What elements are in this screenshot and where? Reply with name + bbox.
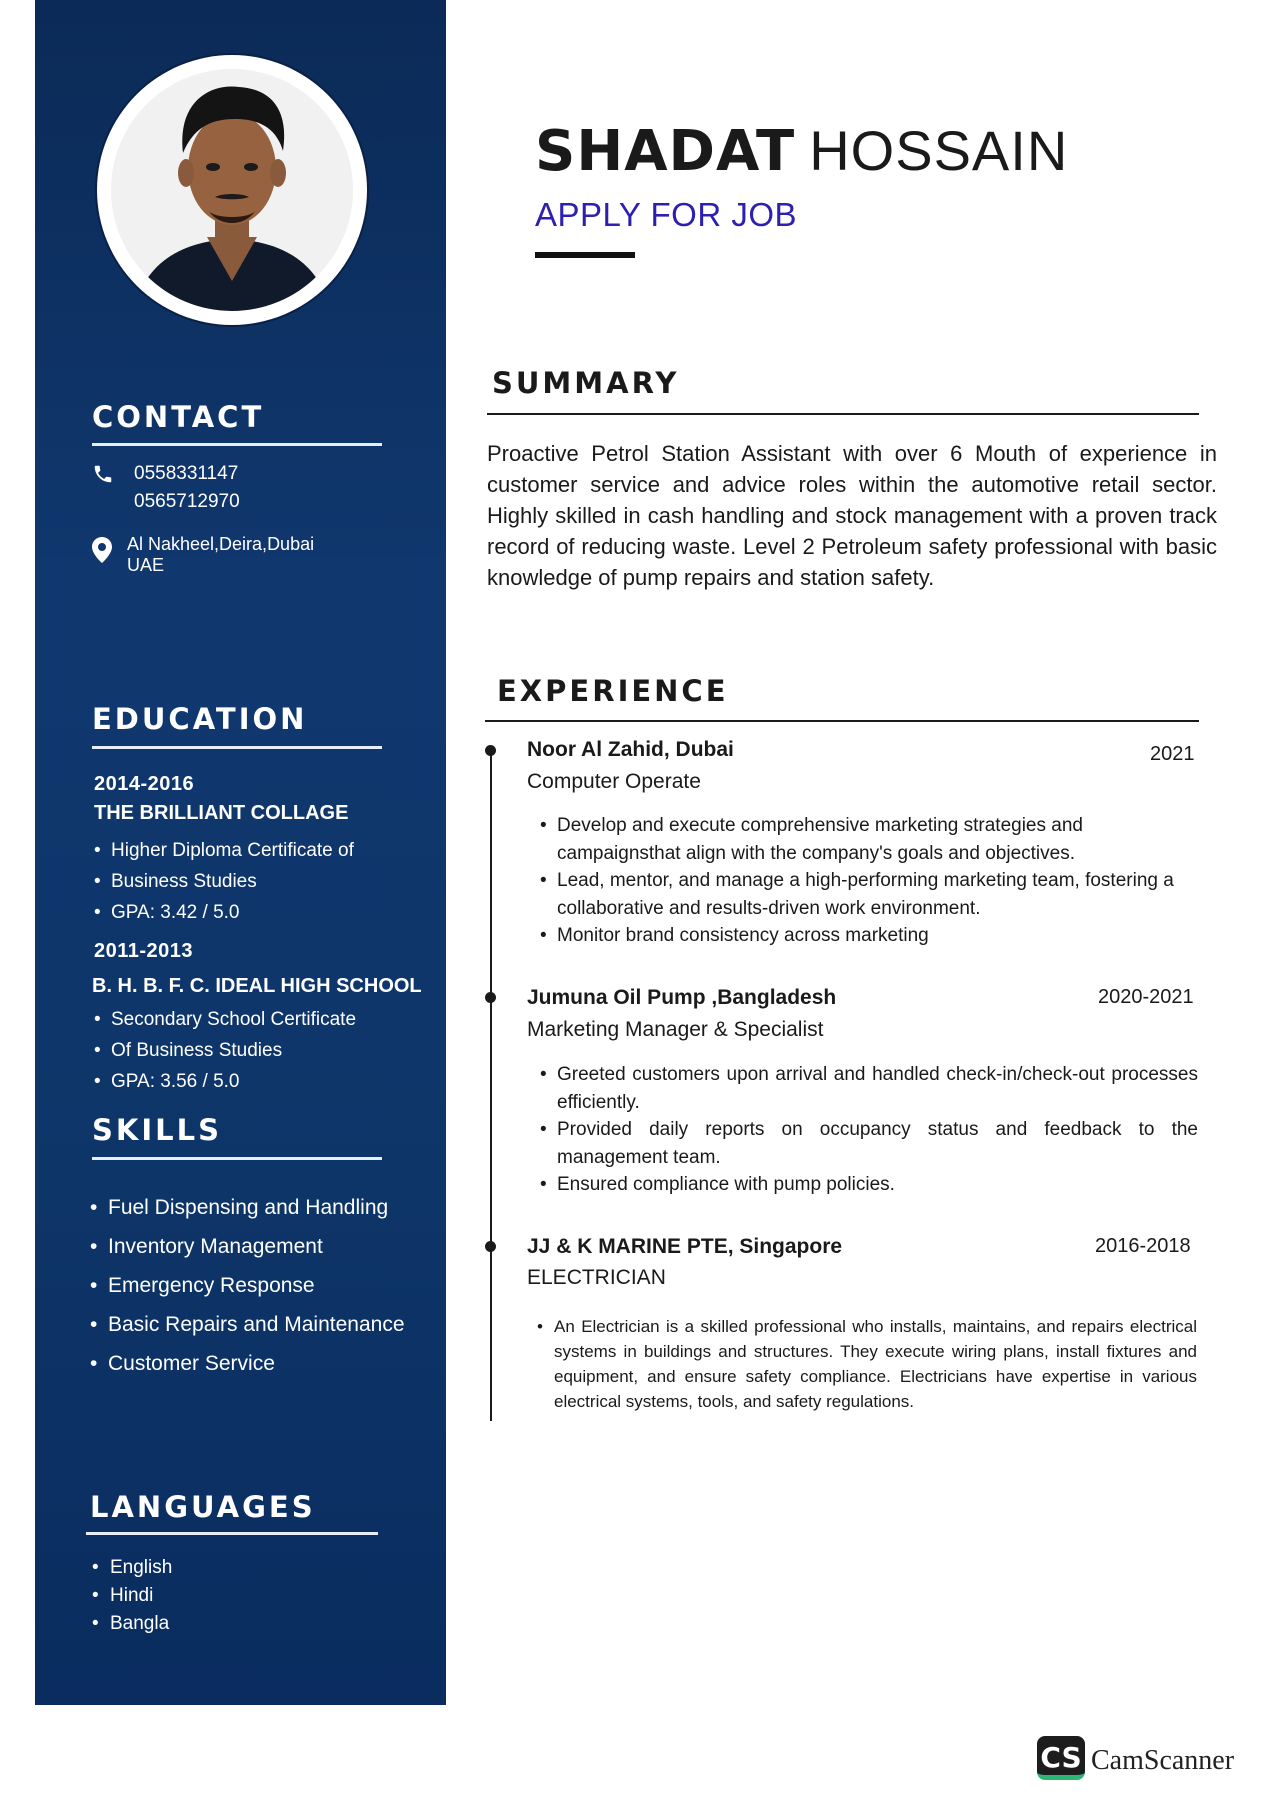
job-1-duty-text: • Monitor brand consistency across marketing: [557, 925, 929, 946]
skill-item-text: Emergency Response: [108, 1274, 315, 1297]
job-2-duty: [540, 1116, 1198, 1172]
education-heading: EDUCATION: [92, 702, 308, 736]
last-name: HOSSAIN: [809, 119, 1069, 182]
education-years-2: 2011-2013: [94, 940, 194, 962]
job-company-2: Jumuna Oil Pump ,Bangladesh: [527, 986, 837, 1009]
skill-item-text: Customer Service: [108, 1352, 275, 1375]
education-2-bullet-2-text: GPA: 3.56 / 5.0: [111, 1071, 240, 1092]
summary-text: Proactive Petrol Station Assistant with over 6 Mouth of experience in customer service and advice roles within the automotive retail sector. Highly skilled in cash handling and stock management with a proven track record of reducing waste. Level 2 Petroleum safety professional with basic knowledge of pump repairs and station safety.: [487, 441, 1217, 590]
skill-item-text: Basic Repairs and Maintenance: [108, 1313, 405, 1336]
education-years-1: 2014-2016: [94, 773, 195, 795]
language-item-text: English: [110, 1557, 173, 1578]
job-3-duty: [537, 1314, 1197, 1414]
skills-rule: [92, 1157, 382, 1160]
education-2-bullet-1-cont-text: Of Business Studies: [111, 1040, 283, 1061]
profile-photo-frame: [97, 55, 367, 325]
job-2-duty: [540, 1061, 1198, 1117]
contact-heading: CONTACT: [92, 400, 265, 434]
timeline-dot: [485, 745, 496, 756]
job-1-duty-text: • Develop and execute comprehensive marketing strategies and campaignsthat align with the company's goals and objectives.: [557, 815, 1083, 864]
sidebar: CONTACT 0558331147 0565712970 Al Nakheel,Deira,Dubai UAE EDUCATION 2014-2016 THE BRILLIANT COLLAGE Higher Diploma Certificate of Business Studies GPA: 3.42 / 5.0 2011-2013 B. H. B. F. C. IDEAL HIGH SCHOOL Secondary School Certificate Of Business Studies GPA: 3.56 / 5.0 SKILLS • Fuel Dispensing and Handling • Inventory Management • Emergency Response • Basic Repairs and Maintenance • Customer Service LANGUAGES • English • Hindi • Bangla: [35, 0, 446, 1705]
title-underline: [535, 252, 635, 258]
address-line-1: Al Nakheel,Deira,Dubai: [127, 534, 315, 554]
education-1-bullet-1-text: Higher Diploma Certificate of: [111, 840, 354, 861]
education-rule: [92, 746, 382, 749]
education-1-bullet-1-cont-text: Business Studies: [111, 871, 257, 892]
education-school-1: THE BRILLIANT COLLAGE: [94, 802, 349, 824]
applicant-name: [535, 118, 1068, 184]
job-years-2: 2020-2021: [1098, 986, 1194, 1008]
job-1-duty: [540, 812, 1198, 868]
education-school-2: B. H. B. F. C. IDEAL HIGH SCHOOL: [92, 975, 422, 997]
job-role-1: Computer Operate: [527, 770, 701, 793]
language-item-text: Hindi: [110, 1585, 154, 1606]
skill-item-text: Inventory Management: [108, 1235, 323, 1258]
phone-icon: [92, 463, 114, 487]
job-role-2: Marketing Manager & Specialist: [527, 1018, 824, 1041]
job-2-duty-text: • Provided daily reports on occupancy status and feedback to the management team.: [557, 1119, 1198, 1168]
experience-timeline: [490, 749, 492, 1421]
job-2-duty: [540, 1171, 1198, 1199]
job-1-duty: [540, 867, 1198, 923]
job-role-3: ELECTRICIAN: [527, 1266, 666, 1289]
job-years-1: 2021: [1150, 743, 1195, 765]
language-item-text: Bangla: [110, 1613, 170, 1634]
job-subtitle: APPLY FOR JOB: [535, 196, 798, 233]
job-1-duty: [540, 922, 1198, 950]
job-2-duty-text: • Greeted customers upon arrival and handled check-in/check-out processes efficiently.: [557, 1064, 1198, 1113]
camscanner-logo: CS: [1037, 1736, 1085, 1780]
profile-photo: [111, 69, 353, 311]
skills-heading: SKILLS: [92, 1113, 222, 1147]
job-company-1: Noor Al Zahid, Dubai: [527, 738, 734, 761]
languages-rule: [86, 1532, 378, 1535]
location-pin-icon: [92, 537, 114, 561]
education-2-bullet-1-text: Secondary School Certificate: [111, 1009, 357, 1030]
camscanner-watermark: CamScanner: [1091, 1745, 1235, 1776]
phone-number-2: 0565712970: [134, 491, 240, 512]
profile-photo-image: [111, 69, 353, 311]
summary-rule: [487, 413, 1199, 415]
skill-item-text: Fuel Dispensing and Handling: [108, 1196, 389, 1219]
job-2-duty-text: • Ensured compliance with pump policies.: [557, 1174, 895, 1195]
address-line-2: UAE: [127, 555, 165, 575]
experience-heading: EXPERIENCE: [497, 674, 729, 708]
experience-rule: [485, 720, 1199, 722]
contact-rule: [92, 443, 382, 446]
education-1-bullet-2-text: GPA: 3.42 / 5.0: [111, 902, 240, 923]
job-1-duty-text: • Lead, mentor, and manage a high-performing marketing team, fostering a collaborative and results-driven work environment.: [557, 870, 1174, 919]
phone-number-1: 0558331147: [134, 463, 239, 484]
timeline-dot: [485, 992, 496, 1003]
timeline-dot: [485, 1241, 496, 1252]
job-3-duty-text: • An Electrician is a skilled professional who installs, maintains, and repairs electrical systems in buildings and structures. They execute wiring plans, install fixtures and equipment, and ensure safety compliance. Electricians have expertise in various electrical systems, tools, and safety regulations.: [554, 1317, 1197, 1411]
job-years-3: 2016-2018: [1095, 1235, 1191, 1257]
languages-heading: LANGUAGES: [90, 1490, 316, 1524]
summary-heading: SUMMARY: [492, 366, 680, 400]
job-company-3: JJ & K MARINE PTE, Singapore: [527, 1235, 843, 1258]
first-name: SHADAT: [535, 119, 796, 184]
